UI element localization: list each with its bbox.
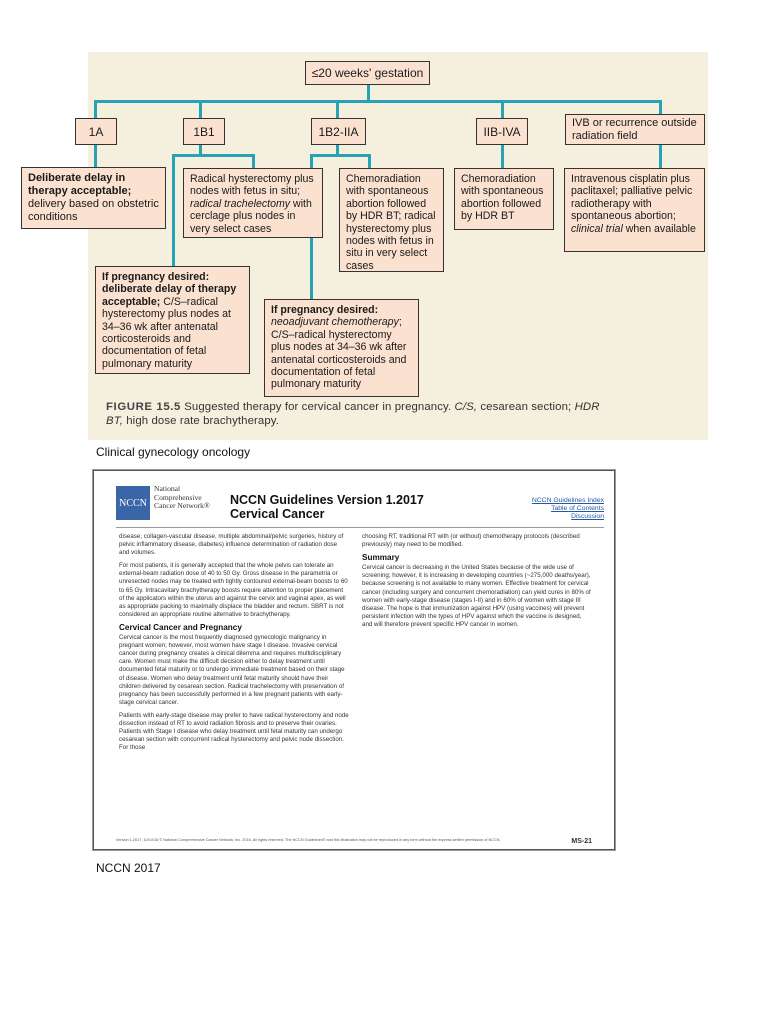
- connector-1b2-right: [368, 154, 371, 168]
- connector-1a: [94, 100, 97, 118]
- link-table-of-contents[interactable]: Table of Contents: [551, 505, 604, 513]
- header-divider: [116, 527, 604, 528]
- page-number: MS-21: [571, 838, 592, 845]
- stage-iib-node: IIB-IVA: [476, 118, 528, 145]
- connector-horizontal: [94, 100, 662, 103]
- link-discussion[interactable]: Discussion: [571, 513, 604, 521]
- nccn-organization-name: National Comprehensive Cancer Network®: [154, 484, 210, 511]
- paragraph: For most patients, it is generally accepted that the whole pelvis can tolerate an external-beam radiation dose of 40 to 50 Gy. Gross disease in the parametria or unresected nodes may be treated with tightly contoured external-beam boosts to 60 to 65 Gy. Intracavitary brachytherapy boosts require attention to proper placement of the applicators within the uterus and against the cervix and vaginal apex, as well as appropriate packing to maximally displace the bladder and rectum. SBRT is not considered an appropriate routine alternative to brachytherapy.: [119, 562, 348, 618]
- nccn-title-topic: Cervical Cancer: [230, 507, 325, 521]
- connector-iib-down: [501, 145, 504, 168]
- stage-1b2-node: 1B2-IIA: [311, 118, 366, 145]
- connector-1b1-left: [172, 154, 175, 266]
- connector-1b1: [199, 100, 202, 118]
- paragraph: choosing RT, traditional RT with (or without) chemotherapy protocols (described previously) may need to be modified.: [362, 533, 580, 549]
- nccn-column-left: [119, 533, 349, 757]
- connector-iib: [501, 100, 504, 118]
- nccn-title-version: NCCN Guidelines Version 1.2017: [230, 493, 424, 507]
- box-1b2: Chemoradiation with spontaneous abortion followed by HDR BT; radical hysterectomy plus nodes with fetus in situ in very select cases: [339, 168, 444, 272]
- connector-root-down: [367, 84, 370, 101]
- nccn-footer: Version 1.2017, 10/10/16 © National Comprehensive Cancer Network, Inc. 2016, All rights reserved. The NCCN Guidelines® and this illustration may not be reproduced in any form without the express written permission of NCCN.: [116, 838, 501, 842]
- section-heading: Cervical Cancer and Pregnancy: [119, 622, 242, 632]
- box-pregnancy-1b1: If pregnancy desired: deliberate delay of therapy acceptable; C/S–radical hysterectomy plus nodes at 34–36 wk after antenatal corticosteroids and documentation of fetal pulmonary maturity: [95, 266, 250, 374]
- stage-1b1-node: 1B1: [183, 118, 225, 145]
- nccn-logo-icon: NCCN: [116, 486, 150, 520]
- connector-1b2: [336, 100, 339, 118]
- connector-ivb: [659, 100, 662, 114]
- stage-1a-node: 1A: [75, 118, 117, 145]
- paragraph: Patients with early-stage disease may prefer to have radical hysterectomy and node dissection instead of RT to avoid radiation fibrosis and to preserve their ovaries. Patients with Stage I disease who delay treatment until fetal maturity can undergo cesarean section with concurrent radical hysterectomy and pelvic node dissection. For those: [119, 711, 349, 752]
- box-iib: Chemoradiation with spontaneous abortion followed by HDR BT: [454, 168, 554, 230]
- therapy-flowchart: [0, 0, 768, 440]
- box-ivb: Intravenous cisplatin plus paclitaxel; palliative pelvic radiotherapy with spontaneous abortion; clinical trial when available: [564, 168, 705, 252]
- connector-1b2-branch: [310, 154, 370, 157]
- box-1a: Deliberate delay in therapy acceptable; delivery based on obstetric conditions: [21, 167, 166, 229]
- stage-ivb-node: IVB or recurrence outside radiation field: [565, 114, 705, 145]
- nccn-title: [230, 493, 424, 521]
- box-1b1: Radical hysterectomy plus nodes with fetus in situ; radical trachelectomy with cerclage plus nodes in very select cases: [183, 168, 323, 238]
- nccn-column-right: [362, 533, 592, 634]
- connector-1b1-branch: [172, 154, 254, 157]
- paragraph: Cervical cancer is the most frequently diagnosed gynecologic malignancy in pregnant women; however, most women have stage I disease. Invasive cervical cancer during pregnancy creates a clinical dilemma and requires multidisciplinary care. Women must make the difficult decision either to delay treatment until documented fetal maturity or to undergo immediate treatment based on their stage of disease. Women who delay treatment until fetal maturity should have their children delivered by cesarean section. Radical trachelectomy with preservation of pregnancy has been successfully performed in a few pregnant patients with early-stage cervical cancer.: [119, 634, 345, 706]
- link-guidelines-index[interactable]: NCCN Guidelines Index: [531, 497, 604, 504]
- source-label-gynecology: Clinical gynecology oncology: [96, 445, 251, 459]
- nccn-guideline-page: [93, 470, 615, 850]
- box-pregnancy-1b2: If pregnancy desired: neoadjuvant chemotherapy; C/S–radical hysterectomy plus nodes at 34–36 wk after antenatal corticosteroids and documentation of fetal pulmonary maturity: [264, 299, 419, 397]
- paragraph: Cervical cancer is decreasing in the United States because of the wide use of screening; however, it is increasing in developing countries (~275,000 deaths/year), because screening is not available to many women. Effective treatment for cervical cancer (including surgery and concurrent chemoradiation) can yield cures in 80% of women with early-stage disease (stages I-II) and in 60% of women with stage III disease. The hope is that immunization against HPV (using vaccines) will prevent persistent infection with the types of HPV against which the vaccine is designed, and will therefore prevent specific HPV cancer in women.: [362, 564, 591, 628]
- connector-1a-down: [94, 145, 97, 167]
- nccn-nav-links: [532, 497, 604, 522]
- source-label-nccn: NCCN 2017: [96, 861, 161, 875]
- paragraph: disease, collagen-vascular disease, multiple abdominal/pelvic surgeries, history of pelvic inflammatory disease, diabetes) influence determination of radiation dose and volumes.: [119, 533, 344, 557]
- connector-ivb-down: [659, 145, 662, 168]
- connector-1b1-right: [252, 154, 255, 168]
- figure-caption: FIGURE 15.5 Suggested therapy for cervical cancer in pregnancy. C/S, cesarean section; HDR BT, high dose rate brachytherapy.: [106, 401, 600, 427]
- root-node: ≤20 weeks' gestation: [305, 61, 430, 85]
- section-heading: Summary: [362, 553, 400, 563]
